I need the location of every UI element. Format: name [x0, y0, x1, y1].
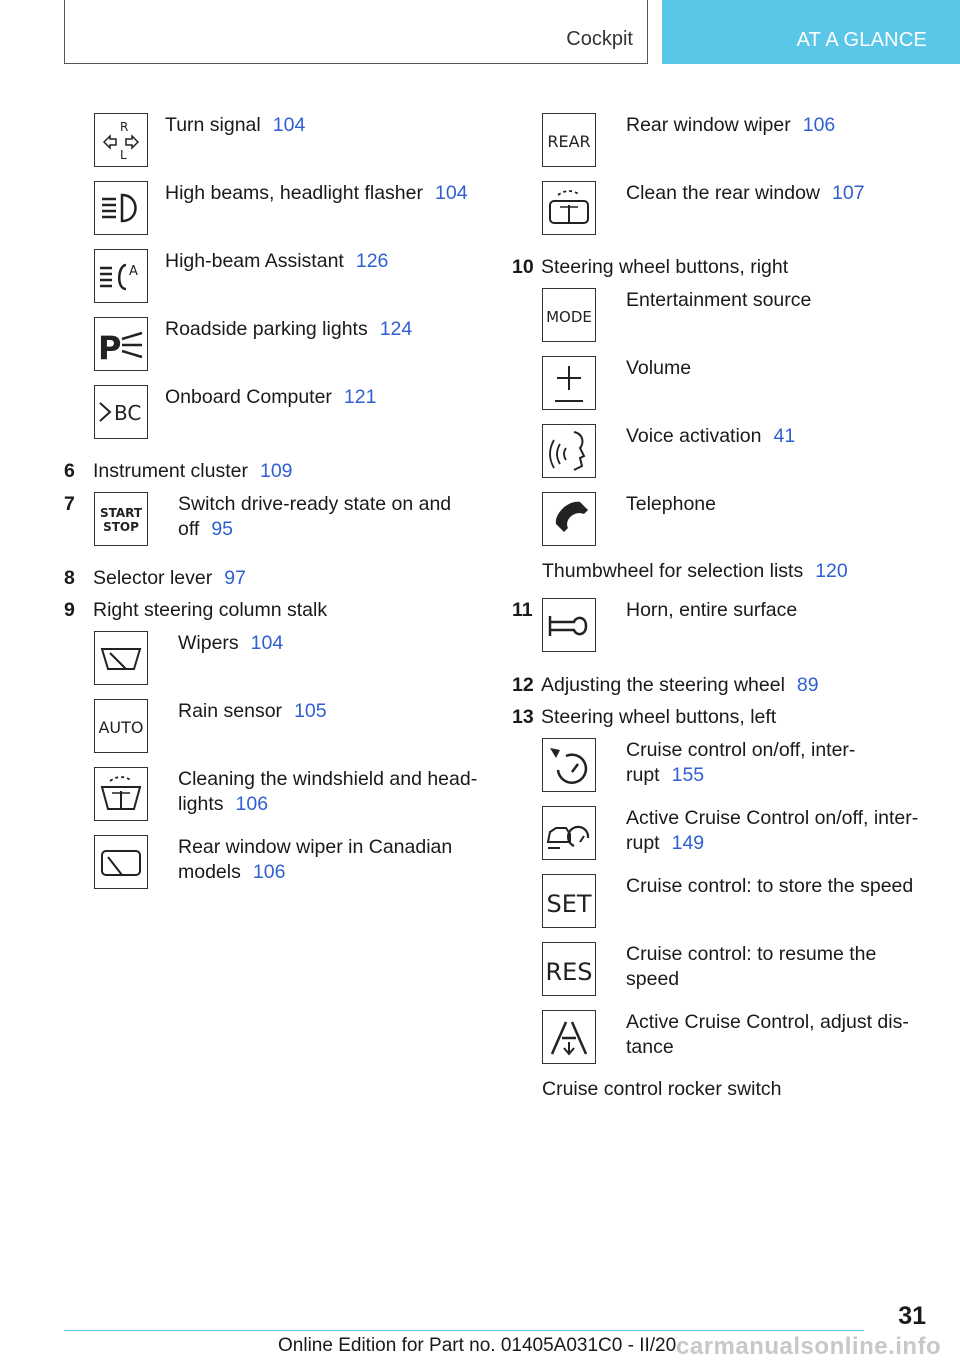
svg-text:L: L — [120, 148, 127, 162]
item-number: 12 — [512, 674, 534, 696]
icon-text: SET — [546, 890, 592, 918]
page-ref-link[interactable]: 120 — [815, 560, 848, 582]
list-item — [542, 1010, 909, 1064]
rear-wiper-icon — [94, 835, 148, 889]
list-item — [94, 835, 452, 889]
row-label: Volume — [626, 357, 692, 379]
item-number: 7 — [64, 493, 75, 515]
page-ref-link[interactable]: 104 — [272, 114, 306, 136]
row-label: Entertainment source — [626, 289, 812, 311]
thumbwheel-text — [542, 559, 848, 584]
item-label-line2: off — [178, 518, 200, 540]
page-ref-link[interactable]: 104 — [435, 182, 468, 204]
row-label-line1: Active Cruise Control on/off, inter- — [626, 807, 919, 829]
list-item — [542, 806, 918, 860]
row-label: Rear window wiper — [626, 114, 791, 136]
rain-sensor-icon — [94, 699, 148, 753]
list-item — [94, 492, 451, 546]
icon-text: RES — [545, 958, 593, 986]
list-item — [64, 598, 327, 623]
page-ref-link[interactable]: 126 — [355, 250, 389, 272]
row-label-line2: rupt — [626, 764, 660, 786]
page-ref-link[interactable]: 121 — [343, 386, 377, 408]
list-item — [64, 492, 75, 517]
page-ref-link[interactable]: 107 — [832, 182, 865, 204]
page-ref-link[interactable]: 89 — [796, 674, 819, 696]
icon-text: STOP — [103, 520, 139, 534]
cruise-control-icon — [542, 738, 596, 792]
row-label: High-beam Assistant — [165, 250, 344, 272]
row-label: Thumbwheel for selection lists — [542, 560, 804, 582]
row-label-line2: rupt — [626, 832, 660, 854]
item-label: Right steering column stalk — [93, 599, 328, 621]
rear-icon — [542, 113, 596, 167]
distance-icon — [542, 1010, 596, 1064]
row-label: Rain sensor — [178, 700, 283, 722]
page-number: 31 — [898, 1302, 926, 1330]
page-ref-link[interactable]: 155 — [671, 764, 705, 786]
high-beam-assistant-icon — [94, 249, 148, 303]
page-ref-link[interactable]: 95 — [211, 518, 234, 540]
row-label: Cruise control: to store the speed — [626, 875, 914, 897]
footer-edition: Online Edition for Part no. 01405A031C0 - II/20 — [278, 1335, 677, 1356]
svg-text:BC: BC — [114, 401, 142, 425]
item-number: 9 — [64, 599, 75, 621]
item-label: Selector lever — [93, 567, 213, 589]
list-item — [542, 113, 835, 167]
onboard-computer-icon — [94, 385, 148, 439]
list-item — [94, 113, 305, 167]
row-label-line1: Cruise control on/off, inter- — [626, 739, 856, 761]
page-ref-link[interactable]: 109 — [259, 460, 293, 482]
list-item — [94, 181, 468, 235]
row-label: Wipers — [178, 632, 239, 654]
page-ref-link[interactable]: 41 — [773, 425, 796, 447]
page-ref-link[interactable]: 124 — [379, 318, 413, 340]
item-number: 10 — [512, 256, 534, 278]
list-item — [94, 767, 477, 821]
row-label: Clean the rear window — [626, 182, 821, 204]
svg-text:P: P — [98, 329, 122, 367]
row-label-line2: tance — [626, 1036, 674, 1058]
telephone-icon — [542, 492, 596, 546]
row-label: Onboard Computer — [165, 386, 332, 408]
list-item — [64, 566, 246, 591]
volume-icon — [542, 356, 596, 410]
svg-text:A: A — [129, 264, 138, 279]
icon-text: START — [99, 506, 143, 520]
row-label: High beams, headlight flasher — [165, 182, 423, 204]
page-ref-link[interactable]: 97 — [224, 567, 246, 589]
row-label: Cruise control rocker switch — [542, 1078, 782, 1100]
list-item — [542, 942, 876, 996]
list-item — [94, 385, 376, 439]
header-section-title: Cockpit — [566, 28, 633, 50]
header-chapter-tab[interactable] — [662, 0, 960, 64]
header-chapter-title: AT A GLANCE — [796, 29, 927, 51]
page-ref-link[interactable]: 104 — [250, 632, 284, 654]
wipers-icon — [94, 631, 148, 685]
footer-divider — [64, 1330, 864, 1331]
row-label: Turn signal — [165, 114, 261, 136]
turn-signal-icon — [94, 113, 148, 167]
page-ref-link[interactable]: 149 — [671, 832, 705, 854]
watermark: carmanualsonline.info — [676, 1333, 942, 1360]
list-item — [94, 249, 388, 303]
icon-text: REAR — [547, 132, 591, 151]
item-label: Steering wheel buttons, left — [541, 706, 777, 728]
res-icon — [542, 942, 596, 996]
horn-icon — [542, 598, 596, 652]
item-label: Adjusting the steering wheel — [541, 674, 785, 696]
list-item — [94, 699, 327, 753]
list-item — [94, 317, 412, 371]
item-label: Instrument cluster — [93, 460, 248, 482]
item-number: 8 — [64, 567, 75, 589]
row-label-line2: models — [178, 861, 241, 883]
row-label-line1: Cleaning the windshield and head- — [178, 768, 478, 790]
list-item — [512, 705, 776, 730]
header-box — [64, 0, 648, 64]
page-ref-link[interactable]: 106 — [235, 793, 269, 815]
item-number: 13 — [512, 706, 534, 728]
list-item — [512, 673, 819, 698]
windshield-washer-icon — [94, 767, 148, 821]
list-item — [542, 598, 797, 652]
list-item — [542, 181, 865, 235]
list-item — [542, 356, 691, 410]
row-label: Telephone — [626, 493, 716, 515]
list-item — [542, 424, 795, 478]
item-label: Steering wheel buttons, right — [541, 256, 789, 278]
list-item — [542, 874, 913, 928]
list-item — [64, 459, 293, 484]
rocker-switch-text — [542, 1077, 781, 1102]
item-number: 11 — [512, 599, 533, 621]
row-label-line2: speed — [626, 968, 680, 990]
list-item — [542, 288, 811, 342]
list-item — [94, 631, 283, 685]
row-label: Horn, entire surface — [626, 599, 798, 621]
icon-text: MODE — [546, 308, 592, 326]
row-label-line2: lights — [178, 793, 224, 815]
start-stop-icon — [94, 492, 148, 546]
mode-icon — [542, 288, 596, 342]
svg-text:R: R — [120, 120, 129, 134]
voice-activation-icon — [542, 424, 596, 478]
active-cruise-control-icon — [542, 806, 596, 860]
item-label-line1: Switch drive-ready state on and — [178, 493, 452, 515]
row-label-line1: Cruise control: to resume the — [626, 943, 877, 965]
row-label: Roadside parking lights — [165, 318, 368, 340]
row-label-line1: Rear window wiper in Canadian — [178, 836, 453, 858]
item-number: 6 — [64, 460, 75, 482]
row-label: Voice activation — [626, 425, 762, 447]
list-item — [512, 598, 533, 623]
list-item — [512, 255, 788, 280]
page-ref-link[interactable]: 106 — [802, 114, 836, 136]
rear-washer-icon — [542, 181, 596, 235]
list-item — [542, 492, 716, 546]
page-ref-link[interactable]: 106 — [252, 861, 286, 883]
parking-lights-icon — [94, 317, 148, 371]
set-icon — [542, 874, 596, 928]
icon-text: AUTO — [98, 718, 144, 737]
page-ref-link[interactable]: 105 — [294, 700, 327, 722]
high-beam-icon — [94, 181, 148, 235]
list-item — [542, 738, 855, 792]
row-label-line1: Active Cruise Control, adjust dis- — [626, 1011, 909, 1033]
